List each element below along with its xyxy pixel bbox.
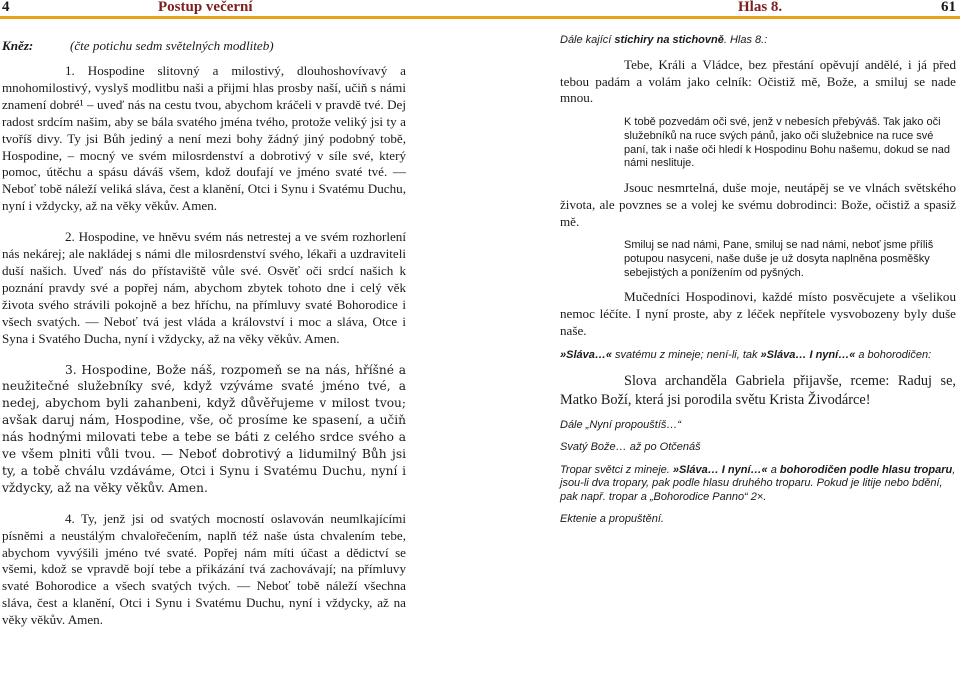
troparion-glory: »Sláva… I nyní…« xyxy=(672,463,768,476)
prayer-3: 3. Hospodine, Bože náš, rozpomeň se na nás, hříšné a neužitečné služebníky své, když vzýváme svaté jméno tvé, a nedej, abychom byli zahanbeni, když důvěřujeme v milost tvou; avšak daruj nám, Hospodine, vše, oč prosíme ke spasení, a učiň nás hodnými milovati tebe a tebe se báti z celého srdce svého a ve všem plniti vůli tvou. — Neboť dobrotivý a lidumilný Bůh jsi ty, a tobě chválu vzdáváme, Otci i Synu i Svatému Duchu, nyní i vždycky, až na věky věkův. Amen. xyxy=(2,362,406,495)
theotokion: Slova archanděla Gabriela přijavše, rceme: Raduj se, Matko Boží, která jsi porodila světu Krista Živodárce! xyxy=(560,372,956,408)
prayer-2: 2. Hospodine, ve hněvu svém nás netrestej a ve svém rozhorlení nás nekárej; ale nakládej s námi dle milosrdenství svého, lékaři a uzdraviteli duší našich. Uveď nás do přístaviště vůle své. Osvěť oči srdcí našich k poznání pravdy své a popřej nám, abychom zbytek tohoto dne i celý věk života svého strávili pokojně a bez hříchu, na přímluvy svaté Bohorodice i všech svatých. — Neboť tvá jest vláda a království i moc a sláva, Otce i Syna i Svatého Ducha, nyní i vždycky, až na věky věkův. Amen. xyxy=(2,229,406,346)
header-rule xyxy=(0,16,960,19)
intro-bold: stichiry na stichovně xyxy=(614,34,724,46)
troparion-rest: , jsou-li dva tropary, pak podle hlasu druhého troparu. Pokud je litije nebo bdění, pak např. tropar a „Bohorodice Panno“ 2×. xyxy=(560,463,956,503)
page-title: Postup večerní xyxy=(158,0,253,15)
page-number-left: 4 xyxy=(2,0,10,15)
sticheron-1: Tebe, Králi a Vládce, bez přestání opěvují andělé, i já před tebou padám a volám jako celník: Očistiž mě, Bože, a smiluj se nade mnou. xyxy=(560,56,956,106)
rubric-line xyxy=(2,38,406,55)
intro-tone: . Hlas 8.: xyxy=(723,34,768,46)
nunc-dimittis: Dále „Nyní propouštíš…“ xyxy=(560,418,682,431)
verse-1: K tobě pozvedám oči své, jenž v nebesích přebýváš. Tak jako oči služebníků na ruce svých pánů, jako oči služebnice na ruce své paní, tak i naše oči hledí k Hospodinu Bohu našemu, dokud se nad námi neslituje. xyxy=(624,116,950,170)
verse-2: Smiluj se nad námi, Pane, smiluj se nad námi, neboť jsme příliš potupou nasyceni, naše duše je už dosyta naplněna posměšky sebejistých a ponížením od pyšných. xyxy=(624,239,934,279)
prayer-1: 1. Hospodine slitovný a milostivý, dlouhoshovívavý a mnohomilostivý, vyslyš modlitbu naši a přijmi hlas prosby naší, učiň s námi znamení dobré¹ – uveď nás na cestu tvou, abychom kráčeli v pravdě tvé. Dej radost srdcím našim, aby se bála svatého jména tvého, protože veliký jsi ty a tvoříš divy. Ty jsi Bůh jediný a není mezi bohy žádný jiný podobný tobě, Hospodine, – mocný ve svém milosrdenství a dobrotivý v síle své, který pomoc, útěchu a spásu dáváš všem, kdož doufají ve jméno svaté tvé. — Neboť tobě náleží veliká sláva, čest a klanění, Otci i Synu i Svatému Duchu, nyní i vždycky, až na věky věkův. Amen. xyxy=(2,63,406,214)
intro-text: Dále kající xyxy=(560,34,615,46)
troparion-rubric xyxy=(560,464,956,505)
page-number-right: 61 xyxy=(941,0,956,15)
prayer-4: 4. Ty, jenž jsi od svatých mocností oslavován neumlkajícími písněmi a neustálým chvalořečením, naplň též naše ústa chvalením tebe, abychom vyvýšili jméno tvé svaté. Popřej nám míti účast a dědictví se všemi, kdož se vpravdě bojí tebe a přikázání tvá zachovávají; na přímluvy svaté Bohorodice a všech svatých tvých. — Neboť tobě náleží všechna sláva, čest a klanění, Otci i Synu i Svatému Duchu, nyní i vždycky, až na věky věkův. Amen. xyxy=(2,510,406,628)
troparion-and: a xyxy=(767,463,780,476)
rubric-label: Kněz: xyxy=(2,38,34,53)
glory-text: svatému z mineje; není-li, tak xyxy=(611,348,761,361)
left-column xyxy=(2,38,406,643)
rubric-text: (čte potichu sedm světelných modliteb) xyxy=(70,38,274,53)
glory-end: a bohorodičen: xyxy=(855,348,932,361)
sticheron-2: Jsouc nesmrtelná, duše moje, neutápěj se ve vlnách světského života, ale povznes se a volej ke svému dobrodinci: Bože, očistiž a spasiž mě. xyxy=(560,179,956,229)
troparion-text: Tropar světci z mineje. xyxy=(560,463,673,476)
glory-now-label: »Sláva… I nyní…« xyxy=(760,348,856,361)
right-column xyxy=(560,34,956,536)
ektenia: Ektenie a propuštění. xyxy=(560,513,664,526)
page-header xyxy=(0,0,960,22)
stichera-intro xyxy=(560,34,956,48)
trisagion: Svatý Bože… až po Otčenáš xyxy=(560,441,701,454)
sticheron-3: Mučedníci Hospodinovi, každé místo posvěcujete a všelikou nemoc léčíte. I nyní proste, aby z léček nepřítele vysvobozeny byly duše naše. xyxy=(560,289,956,338)
glory-rubric xyxy=(560,349,956,363)
tone-label: Hlas 8. xyxy=(738,0,783,15)
troparion-bold: bohorodičen podle hlasu troparu xyxy=(779,463,953,476)
glory-label: »Sláva…« xyxy=(560,348,612,361)
